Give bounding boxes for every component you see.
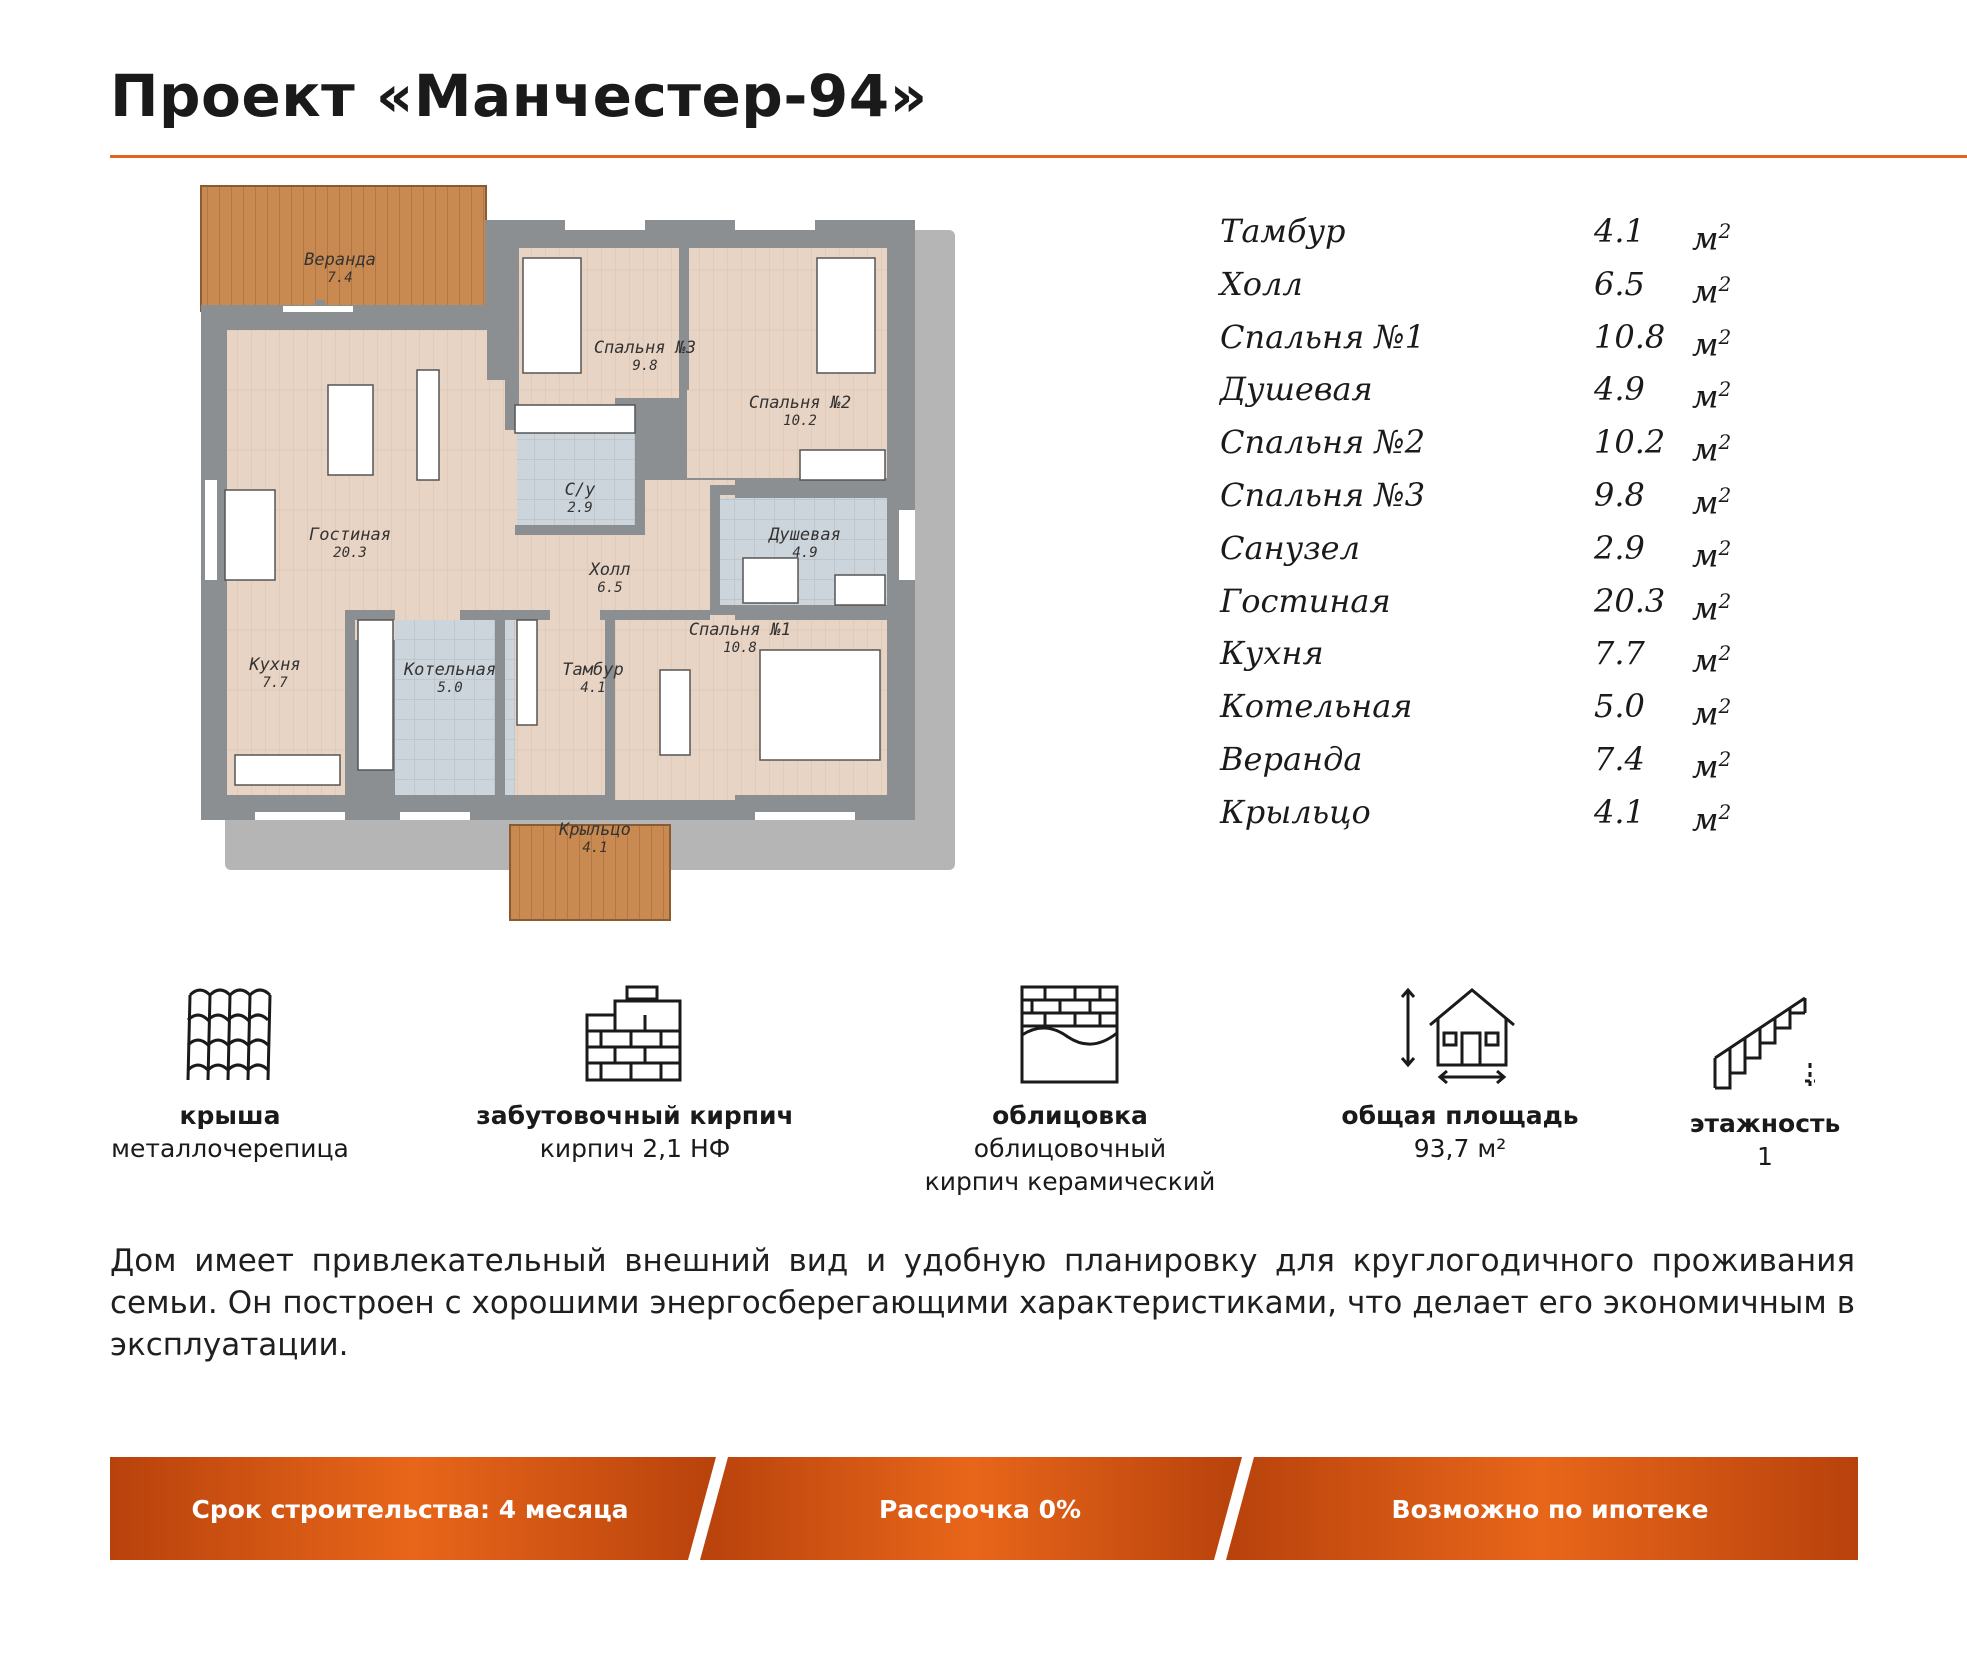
area-row: Спальня №2 10.2 $м^2$ <box>1220 423 1732 469</box>
description: Дом имеет привлекательный внешний вид и удобную планировку для круглогодичного проживания семьи. Он построен с хорошими энергосберегающими характеристиками, что делает его экономичным в эксплуатации. <box>110 1243 1855 1363</box>
area-row: Веранда 7.4 $м^2$ <box>1220 739 1732 786</box>
feature-value: 93,7 м² <box>1413 1134 1507 1163</box>
feature-value: облицовочный <box>973 1134 1167 1163</box>
facing-brick-icon <box>1020 985 1120 1085</box>
house-area-icon <box>1400 985 1520 1085</box>
area-row: Тамбур 4.1 $м^2$ <box>1220 212 1732 258</box>
area-row: Крыльцо 4.1 $м^2$ <box>1220 792 1732 839</box>
banner-construction-time: Срок строительства: 4 месяца <box>191 1495 629 1524</box>
plan-label-veranda: Веранда 7.4 <box>304 250 376 286</box>
plan-label-wc: С/у 2.9 <box>564 480 596 516</box>
area-table <box>1220 205 1780 839</box>
roof-tile-icon <box>180 985 280 1085</box>
plan-label-bedroom1: Спальня №1 10.8 <box>688 620 792 656</box>
banner-mortgage: Возможно по ипотеке <box>1391 1495 1709 1524</box>
plan-label-bedroom3: Спальня №3 9.8 <box>593 338 697 374</box>
stairs-icon <box>1710 993 1820 1093</box>
feature-facing <box>890 985 1250 1198</box>
feature-value: 1 <box>1757 1142 1773 1171</box>
area-row: Гостиная 20.3 $м^2$ <box>1220 581 1732 628</box>
page-title: Проект «Манчестер-94» <box>110 62 928 130</box>
plan-label-living: Гостиная 20.3 <box>309 525 391 561</box>
plan-label-porch: Крыльцо 4.1 <box>559 820 631 856</box>
plan-label-vestibule: Тамбур 4.1 <box>562 660 624 696</box>
feature-title: забутовочный кирпич <box>476 1101 794 1130</box>
area-row: Спальня №1 10.8 $м^2$ <box>1220 317 1732 364</box>
feature-brick <box>455 985 815 1165</box>
feature-title: крыша <box>179 1101 281 1130</box>
feature-value-line2: кирпич керамический <box>924 1167 1216 1196</box>
plan-label-boiler: Котельная 5.0 <box>403 660 497 696</box>
plan-label-hall: Холл 6.5 <box>589 560 631 596</box>
feature-value: кирпич 2,1 НФ <box>539 1134 731 1163</box>
area-row: Санузел 2.9 $м^2$ <box>1220 528 1732 575</box>
feature-roof <box>50 985 410 1165</box>
brick-wall-icon <box>585 985 685 1085</box>
feature-title: облицовка <box>992 1101 1148 1130</box>
area-row: Котельная 5.0 $м^2$ <box>1220 687 1732 733</box>
feature-floors <box>1585 993 1945 1173</box>
plan-label-bedroom2: Спальня №2 10.2 <box>748 393 852 429</box>
feature-title: общая площадь <box>1341 1101 1579 1130</box>
plan-label-shower: Душевая 4.9 <box>769 525 841 561</box>
area-row: Спальня №3 9.8 $м^2$ <box>1220 475 1732 522</box>
banner-installment: Рассрочка 0% <box>878 1495 1082 1524</box>
title-divider <box>110 155 1967 158</box>
area-row: Душевая 4.9 $м^2$ <box>1220 370 1732 417</box>
area-row: Кухня 7.7 $м^2$ <box>1220 634 1732 681</box>
feature-value: металлочерепица <box>111 1134 349 1163</box>
plan-label-kitchen: Кухня 7.7 <box>249 655 301 691</box>
feature-title: этажность <box>1689 1109 1841 1138</box>
area-row: Холл 6.5 $м^2$ <box>1220 264 1732 311</box>
